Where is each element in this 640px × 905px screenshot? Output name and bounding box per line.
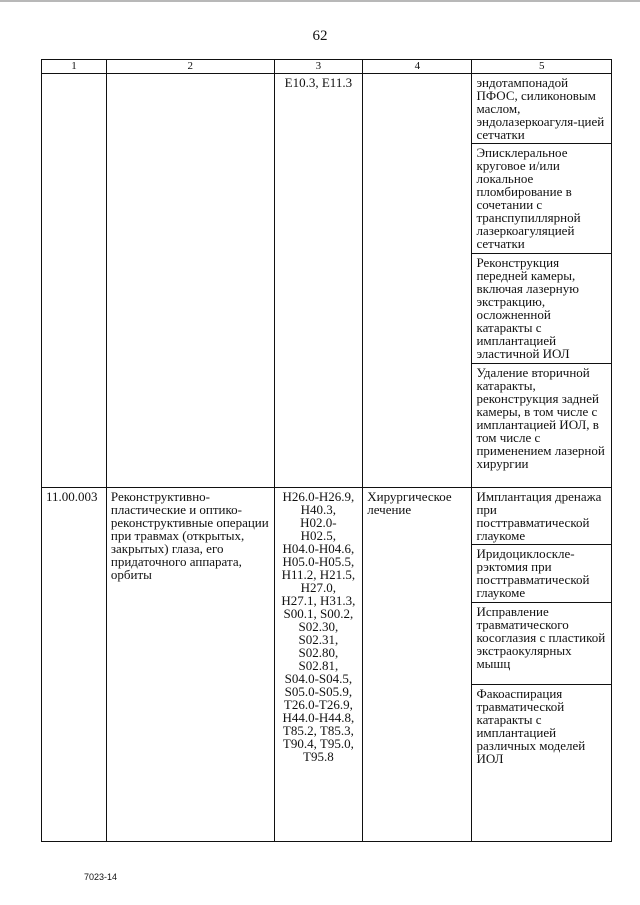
procedure-name-cell: Реконструктивно-пластические и оптико-реконструктивные операции при травмах (открытых, закрытых) глаза, его придаточного аппарата, орбиты	[106, 488, 274, 842]
table-row	[42, 488, 612, 545]
method-cell: Имплантация дренажа при посттравматической глаукоме	[472, 488, 612, 545]
method-cell: Реконструкция передней камеры, включая лазерную экстракцию, осложненной катаракты с имплантацией эластичной ИОЛ	[472, 254, 612, 364]
icd-codes-cell: E10.3, E11.3	[274, 74, 363, 488]
icd-code-line: S02.31,	[298, 632, 339, 647]
procedure-code-cell: 11.00.003	[42, 488, 107, 842]
column-header-4: 4	[363, 60, 472, 74]
scan-edge-line	[0, 0, 640, 2]
icd-code-line: H05.0-H05.5,	[282, 554, 355, 569]
page-number: 62	[312, 28, 328, 44]
icd-code-line: H27.0,	[300, 580, 337, 595]
icd-code-line: H02.5,	[300, 528, 337, 543]
icd-codes-cell	[274, 488, 363, 842]
icd-code-line: H40.3,	[300, 502, 337, 517]
icd-code-line: H44.0-H44.8,	[282, 710, 355, 725]
icd-code-line: H02.0-	[300, 515, 337, 530]
icd-code-line: H11.2, H21.5,	[281, 567, 356, 582]
method-cell: эндотампонадой ПФОС, силиконовым маслом, эндолазеркоагуля-цией сетчатки	[472, 74, 612, 144]
icd-code-line: T90.4, T95.0,	[282, 736, 354, 751]
icd-code-line: T26.0-T26.9,	[283, 697, 353, 712]
icd-code-line: S02.80,	[298, 645, 339, 660]
icd-code-line: S02.30,	[298, 619, 339, 634]
method-cell: Исправление травматического косоглазия с пластикой экстраокулярных мышц	[472, 603, 612, 685]
method-cell: Удаление вторичной катаракты, реконструкция задней камеры, в том числе с имплантацией ИОЛ, в том числе с применением лазерной хирургии	[472, 364, 612, 488]
method-cell: Иридоциклоскле-рэктомия при посттравматической глаукоме	[472, 545, 612, 603]
icd-code-line: S00.1, S00.2,	[283, 606, 354, 621]
treatment-type-cell: Хирургическое лечение	[363, 488, 472, 842]
icd-code-line: H27.1, H31.3,	[281, 593, 356, 608]
column-header-3: 3	[274, 60, 363, 74]
column-header-2: 2	[106, 60, 274, 74]
icd-code-line: S02.81,	[298, 658, 339, 673]
icd-code-line: H04.0-H04.6,	[282, 541, 355, 556]
table-row	[42, 74, 612, 144]
empty-code-cell	[42, 74, 107, 488]
document-footer-code: 7023-14	[84, 872, 118, 882]
icd-code-line: T95.8	[303, 749, 334, 764]
icd-code-line: T85.2, T85.3,	[282, 723, 354, 738]
icd-code-line: H26.0-H26.9,	[282, 489, 355, 504]
icd-code-line: S05.0-S05.9,	[284, 684, 353, 699]
method-cell: Факоаспирация травматической катаракты с имплантацией различных моделей ИОЛ	[472, 685, 612, 842]
icd-code-line: S04.0-S04.5,	[284, 671, 353, 686]
table-header-row	[42, 60, 612, 74]
column-header-5: 5	[472, 60, 612, 74]
empty-treatment-cell	[363, 74, 472, 488]
empty-name-cell	[106, 74, 274, 488]
column-header-1: 1	[42, 60, 107, 74]
medical-procedures-table	[41, 59, 612, 842]
method-cell: Эписклеральное круговое и/или локальное пломбирование в сочетании с транспупиллярной лазеркоагуляцией сетчатки	[472, 144, 612, 254]
